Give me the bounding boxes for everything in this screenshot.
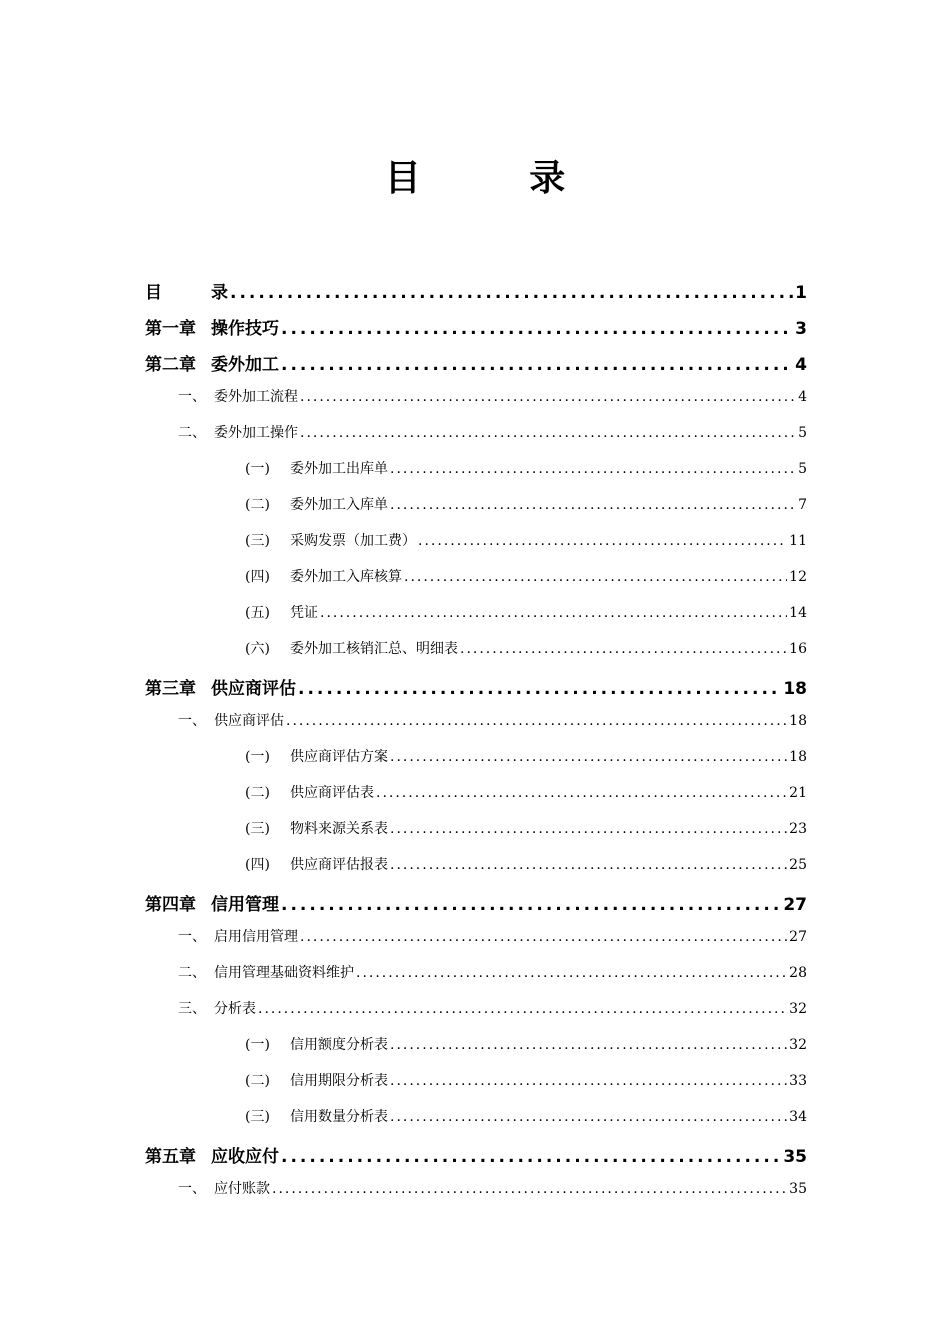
toc-entry-number: 三、 (178, 1001, 206, 1017)
toc-entry-number: 一、 (178, 389, 206, 405)
toc-leader-dots (272, 1181, 787, 1197)
toc-entry-number: 第五章 (145, 1147, 196, 1167)
toc-entry-number: (一) (245, 1037, 270, 1053)
toc-entry-title: 信用管理 (211, 895, 279, 915)
toc-leader-dots (320, 605, 787, 621)
toc-entry-page: 32 (789, 1001, 807, 1017)
toc-leader-dots (281, 319, 793, 339)
toc-entry-number: 目 (145, 283, 162, 303)
toc-entry[interactable] (245, 746, 807, 766)
toc-entry-title: 凭证 (290, 605, 318, 621)
toc-entry-page: 16 (789, 641, 807, 657)
toc-entry[interactable] (245, 638, 807, 658)
toc-entry-title: 录 (211, 283, 228, 303)
toc-entry[interactable] (245, 1034, 807, 1054)
toc-entry[interactable] (145, 890, 807, 915)
toc-entry-number: (一) (245, 749, 270, 765)
toc-entry-title: 供应商评估 (214, 713, 284, 729)
toc-entry-number: 第二章 (145, 355, 196, 375)
toc-entry-page: 28 (789, 965, 807, 981)
toc-leader-dots (258, 1001, 787, 1017)
toc-entry-number: 一、 (178, 713, 206, 729)
toc-entry-page: 5 (798, 461, 807, 477)
toc-entry[interactable] (145, 278, 807, 303)
toc-leader-dots (281, 1147, 781, 1167)
toc-entry-title: 信用管理基础资料维护 (214, 965, 354, 981)
toc-leader-dots (356, 965, 787, 981)
toc-entry-page: 14 (789, 605, 807, 621)
toc-entry-number: 二、 (178, 965, 206, 981)
toc-entry-title: 供应商评估表 (290, 785, 374, 801)
toc-entry[interactable] (245, 818, 807, 838)
toc-entry[interactable] (178, 386, 807, 406)
toc-entry-number: (五) (245, 605, 270, 621)
toc-entry-number: 一、 (178, 1181, 206, 1197)
toc-entry-page: 3 (795, 319, 807, 339)
toc-entry-page: 7 (798, 497, 807, 513)
toc-leader-dots (281, 355, 793, 375)
toc-leader-dots (298, 679, 781, 699)
toc-entry[interactable] (178, 926, 807, 946)
toc-entry-title: 供应商评估报表 (290, 857, 388, 873)
toc-entry-title: 操作技巧 (211, 319, 279, 339)
toc-entry-title: 信用期限分析表 (290, 1073, 388, 1089)
toc-entry[interactable] (178, 962, 807, 982)
toc-leader-dots (390, 497, 796, 513)
toc-entry-title: 委外加工入库核算 (290, 569, 402, 585)
toc-entry-page: 18 (789, 749, 807, 765)
toc-entry[interactable] (145, 674, 807, 699)
toc-entry-page: 35 (789, 1181, 807, 1197)
toc-leader-dots (281, 895, 781, 915)
toc-leader-dots (390, 461, 796, 477)
toc-entry-number: (三) (245, 821, 270, 837)
toc-leader-dots (460, 641, 787, 657)
toc-entry-page: 5 (798, 425, 807, 441)
toc-entry-title: 供应商评估方案 (290, 749, 388, 765)
toc-entry-number: (二) (245, 1073, 270, 1089)
toc-entry[interactable] (245, 1070, 807, 1090)
toc-entry-title: 物料来源关系表 (290, 821, 388, 837)
toc-entry-page: 21 (789, 785, 807, 801)
toc-entry[interactable] (178, 710, 807, 730)
toc-entry-title: 应付账款 (214, 1181, 270, 1197)
toc-entry[interactable] (145, 350, 807, 375)
toc-entry-number: 第四章 (145, 895, 196, 915)
toc-entry[interactable] (178, 998, 807, 1018)
toc-entry-number: (四) (245, 569, 270, 585)
toc-entry-number: (二) (245, 497, 270, 513)
toc-entry-title: 采购发票（加工费） (290, 533, 416, 549)
toc-leader-dots (390, 1073, 787, 1089)
toc-leader-dots (390, 1109, 787, 1125)
toc-entry-title: 委外加工 (211, 355, 279, 375)
toc-leader-dots (230, 283, 793, 303)
toc-entry-title: 委外加工操作 (214, 425, 298, 441)
toc-entry-page: 34 (789, 1109, 807, 1125)
toc-leader-dots (390, 1037, 787, 1053)
toc-entry-title: 启用信用管理 (214, 929, 298, 945)
toc-entry-page: 11 (789, 533, 807, 549)
toc-entry-title: 信用数量分析表 (290, 1109, 388, 1125)
toc-entry-page: 4 (798, 389, 807, 405)
toc-entry-title: 分析表 (214, 1001, 256, 1017)
page-title: 目 录 (384, 158, 614, 199)
toc-entry-number: 第一章 (145, 319, 196, 339)
toc-leader-dots (376, 785, 787, 801)
toc-entry-page: 18 (783, 679, 807, 699)
toc-leader-dots (418, 533, 787, 549)
toc-entry[interactable] (145, 1142, 807, 1167)
toc-entry-number: (四) (245, 857, 270, 873)
toc-entry-page: 12 (789, 569, 807, 585)
toc-entry-number: (三) (245, 1109, 270, 1125)
toc-leader-dots (404, 569, 787, 585)
toc-entry-number: (二) (245, 785, 270, 801)
toc-entry-title: 供应商评估 (211, 679, 296, 699)
toc-entry[interactable] (245, 458, 807, 478)
toc-leader-dots (390, 749, 787, 765)
toc-entry[interactable] (245, 602, 807, 622)
toc-leader-dots (300, 389, 796, 405)
toc-entry-page: 18 (789, 713, 807, 729)
toc-entry-page: 4 (795, 355, 807, 375)
toc-entry-title: 信用额度分析表 (290, 1037, 388, 1053)
toc-leader-dots (390, 821, 787, 837)
toc-entry[interactable] (245, 854, 807, 874)
toc-entry-title: 应收应付 (211, 1147, 279, 1167)
toc-entry-page: 25 (789, 857, 807, 873)
toc-entry-title: 委外加工核销汇总、明细表 (290, 641, 458, 657)
toc-entry-number: 二、 (178, 425, 206, 441)
toc-entry-number: (三) (245, 533, 270, 549)
toc-entry-page: 32 (789, 1037, 807, 1053)
toc-leader-dots (390, 857, 787, 873)
toc-entry[interactable] (245, 530, 807, 550)
toc-entry[interactable] (145, 314, 807, 339)
toc-entry-title: 委外加工流程 (214, 389, 298, 405)
toc-entry[interactable] (178, 1178, 807, 1198)
toc-entry-page: 27 (789, 929, 807, 945)
toc-leader-dots (286, 713, 787, 729)
toc-entry-page: 27 (783, 895, 807, 915)
toc-entry-number: (一) (245, 461, 270, 477)
toc-entry-page: 23 (789, 821, 807, 837)
toc-entry-page: 33 (789, 1073, 807, 1089)
toc-entry-page: 1 (795, 283, 807, 303)
toc-entry[interactable] (245, 782, 807, 802)
toc-entry[interactable] (245, 494, 807, 514)
toc-entry-number: 第三章 (145, 679, 196, 699)
toc-entry-title: 委外加工出库单 (290, 461, 388, 477)
toc-entry-title: 委外加工入库单 (290, 497, 388, 513)
toc-entry[interactable] (245, 1106, 807, 1126)
toc-entry[interactable] (178, 422, 807, 442)
toc-entry[interactable] (245, 566, 807, 586)
toc-leader-dots (300, 425, 796, 441)
toc-entry-number: (六) (245, 641, 270, 657)
toc-leader-dots (300, 929, 787, 945)
toc-entry-page: 35 (783, 1147, 807, 1167)
toc-entry-number: 一、 (178, 929, 206, 945)
